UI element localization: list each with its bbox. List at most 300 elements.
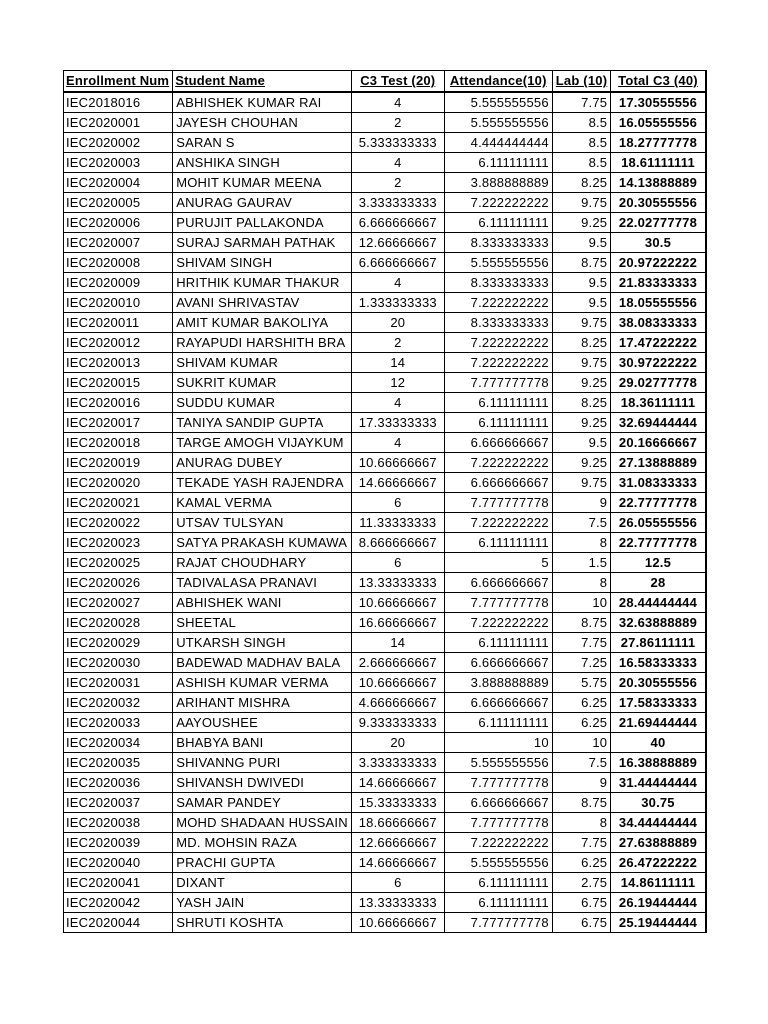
lab-cell[interactable]: 7.5 xyxy=(552,752,610,772)
attendance-cell[interactable]: 6.111111111 xyxy=(444,632,552,652)
table-row xyxy=(64,412,706,432)
total-c3-cell[interactable]: 20.97222222 xyxy=(611,252,706,272)
c3-test-cell[interactable]: 14.66666667 xyxy=(351,852,444,872)
attendance-cell[interactable]: 5.555555556 xyxy=(444,92,552,113)
total-c3-cell[interactable]: 27.13888889 xyxy=(611,452,706,472)
table-row xyxy=(64,252,706,272)
lab-cell[interactable]: 8.5 xyxy=(552,112,610,132)
enrollment-cell[interactable]: IEC2020003 xyxy=(64,152,173,172)
lab-cell[interactable]: 8.5 xyxy=(552,132,610,152)
enrollment-cell[interactable]: IEC2020026 xyxy=(64,572,173,592)
total-c3-cell[interactable]: 32.63888889 xyxy=(611,612,706,632)
table-row xyxy=(64,452,706,472)
student-name-cell[interactable]: HRITHIK KUMAR THAKUR xyxy=(173,272,352,292)
attendance-cell[interactable]: 6.666666667 xyxy=(444,472,552,492)
student-name-cell[interactable]: RAYAPUDI HARSHITH BRA xyxy=(173,332,352,352)
c3-test-cell[interactable]: 2 xyxy=(351,332,444,352)
attendance-cell[interactable]: 5.555555556 xyxy=(444,112,552,132)
attendance-cell[interactable]: 6.111111111 xyxy=(444,212,552,232)
total-c3-cell[interactable]: 14.13888889 xyxy=(611,172,706,192)
attendance-cell[interactable]: 8.333333333 xyxy=(444,232,552,252)
lab-cell[interactable]: 8 xyxy=(552,532,610,552)
table-row xyxy=(64,732,706,752)
total-c3-cell[interactable]: 12.5 xyxy=(611,552,706,572)
enrollment-cell[interactable]: IEC2020033 xyxy=(64,712,173,732)
lab-cell[interactable]: 7.25 xyxy=(552,652,610,672)
c3-test-cell[interactable]: 8.666666667 xyxy=(351,532,444,552)
c3-test-cell[interactable]: 4 xyxy=(351,432,444,452)
table-row xyxy=(64,272,706,292)
c3-test-cell[interactable]: 14.66666667 xyxy=(351,772,444,792)
total-c3-cell[interactable]: 25.19444444 xyxy=(611,912,706,932)
student-name-cell[interactable]: SHIVAM KUMAR xyxy=(173,352,352,372)
enrollment-cell[interactable]: IEC2020041 xyxy=(64,872,173,892)
total-c3-cell[interactable]: 22.77777778 xyxy=(611,492,706,512)
c3-test-cell[interactable]: 17.33333333 xyxy=(351,412,444,432)
attendance-cell[interactable]: 7.222222222 xyxy=(444,332,552,352)
student-name-cell[interactable]: ANSHIKA SINGH xyxy=(173,152,352,172)
enrollment-cell[interactable]: IEC2020022 xyxy=(64,512,173,532)
header-enrollment[interactable]: Enrollment Num xyxy=(64,71,173,92)
lab-cell[interactable]: 8.25 xyxy=(552,392,610,412)
total-c3-cell[interactable]: 20.30555556 xyxy=(611,672,706,692)
c3-test-cell[interactable]: 6 xyxy=(351,872,444,892)
attendance-cell[interactable]: 5.555555556 xyxy=(444,752,552,772)
c3-test-cell[interactable]: 6 xyxy=(351,492,444,512)
table-row xyxy=(64,572,706,592)
c3-test-cell[interactable]: 10.66666667 xyxy=(351,912,444,932)
lab-cell[interactable]: 8.75 xyxy=(552,252,610,272)
c3-test-cell[interactable]: 6 xyxy=(351,552,444,572)
table-row xyxy=(64,492,706,512)
c3-test-cell[interactable]: 10.66666667 xyxy=(351,452,444,472)
attendance-cell[interactable]: 7.777777778 xyxy=(444,772,552,792)
student-name-cell[interactable]: SATYA PRAKASH KUMAWA xyxy=(173,532,352,552)
lab-cell[interactable]: 1.5 xyxy=(552,552,610,572)
enrollment-cell[interactable]: IEC2020006 xyxy=(64,212,173,232)
table-row xyxy=(64,432,706,452)
enrollment-cell[interactable]: IEC2020025 xyxy=(64,552,173,572)
total-c3-cell[interactable]: 28.44444444 xyxy=(611,592,706,612)
c3-test-cell[interactable]: 14 xyxy=(351,632,444,652)
lab-cell[interactable]: 9.25 xyxy=(552,212,610,232)
table-row xyxy=(64,392,706,412)
table-row xyxy=(64,552,706,572)
c3-test-cell[interactable]: 14.66666667 xyxy=(351,472,444,492)
attendance-cell[interactable]: 6.111111111 xyxy=(444,152,552,172)
attendance-cell[interactable]: 5 xyxy=(444,552,552,572)
total-c3-cell[interactable]: 17.58333333 xyxy=(611,692,706,712)
table-row xyxy=(64,612,706,632)
table-row xyxy=(64,752,706,772)
table-row xyxy=(64,232,706,252)
total-c3-cell[interactable]: 18.36111111 xyxy=(611,392,706,412)
marks-table xyxy=(63,70,707,933)
student-name-cell[interactable]: SARAN S xyxy=(173,132,352,152)
lab-cell[interactable]: 9.5 xyxy=(552,432,610,452)
c3-test-cell[interactable]: 14 xyxy=(351,352,444,372)
student-name-cell[interactable]: AAYOUSHEE xyxy=(173,712,352,732)
student-name-cell[interactable]: TANIYA SANDIP GUPTA xyxy=(173,412,352,432)
lab-cell[interactable]: 7.5 xyxy=(552,512,610,532)
attendance-cell[interactable]: 6.666666667 xyxy=(444,432,552,452)
total-c3-cell[interactable]: 20.16666667 xyxy=(611,432,706,452)
enrollment-cell[interactable]: IEC2020030 xyxy=(64,652,173,672)
total-c3-cell[interactable]: 32.69444444 xyxy=(611,412,706,432)
attendance-cell[interactable]: 6.666666667 xyxy=(444,792,552,812)
total-c3-cell[interactable]: 22.77777778 xyxy=(611,532,706,552)
attendance-cell[interactable]: 7.222222222 xyxy=(444,352,552,372)
attendance-cell[interactable]: 6.111111111 xyxy=(444,392,552,412)
header-c3-test[interactable]: C3 Test (20) xyxy=(351,71,444,92)
enrollment-cell[interactable]: IEC2020027 xyxy=(64,592,173,612)
attendance-cell[interactable]: 3.888888889 xyxy=(444,672,552,692)
student-name-cell[interactable]: ABHISHEK KUMAR RAI xyxy=(173,92,352,113)
student-name-cell[interactable]: AMIT KUMAR BAKOLIYA xyxy=(173,312,352,332)
total-c3-cell[interactable]: 26.47222222 xyxy=(611,852,706,872)
total-c3-cell[interactable]: 16.38888889 xyxy=(611,752,706,772)
lab-cell[interactable]: 9.25 xyxy=(552,452,610,472)
enrollment-cell[interactable]: IEC2020012 xyxy=(64,332,173,352)
attendance-cell[interactable]: 3.888888889 xyxy=(444,172,552,192)
table-row xyxy=(64,512,706,532)
attendance-cell[interactable]: 7.222222222 xyxy=(444,612,552,632)
c3-test-cell[interactable]: 2 xyxy=(351,112,444,132)
enrollment-cell[interactable]: IEC2020017 xyxy=(64,412,173,432)
lab-cell[interactable]: 9.5 xyxy=(552,272,610,292)
c3-test-cell[interactable]: 10.66666667 xyxy=(351,592,444,612)
attendance-cell[interactable]: 7.777777778 xyxy=(444,592,552,612)
c3-test-cell[interactable]: 3.333333333 xyxy=(351,752,444,772)
attendance-cell[interactable]: 7.777777778 xyxy=(444,912,552,932)
student-name-cell[interactable]: SHIVANNG PURI xyxy=(173,752,352,772)
enrollment-cell[interactable]: IEC2018016 xyxy=(64,92,173,113)
lab-cell[interactable]: 10 xyxy=(552,592,610,612)
c3-test-cell[interactable]: 9.333333333 xyxy=(351,712,444,732)
total-c3-cell[interactable]: 18.27777778 xyxy=(611,132,706,152)
lab-cell[interactable]: 6.25 xyxy=(552,692,610,712)
attendance-cell[interactable]: 6.111111111 xyxy=(444,892,552,912)
table-row xyxy=(64,112,706,132)
c3-test-cell[interactable]: 15.33333333 xyxy=(351,792,444,812)
header-student-name[interactable]: Student Name xyxy=(173,71,352,92)
total-c3-cell[interactable]: 29.02777778 xyxy=(611,372,706,392)
table-row xyxy=(64,712,706,732)
enrollment-cell[interactable]: IEC2020015 xyxy=(64,372,173,392)
student-name-cell[interactable]: BHABYA BANI xyxy=(173,732,352,752)
attendance-cell[interactable]: 7.222222222 xyxy=(444,192,552,212)
student-name-cell[interactable]: MD. MOHSIN RAZA xyxy=(173,832,352,852)
total-c3-cell[interactable]: 21.83333333 xyxy=(611,272,706,292)
student-name-cell[interactable]: KAMAL VERMA xyxy=(173,492,352,512)
enrollment-cell[interactable]: IEC2020008 xyxy=(64,252,173,272)
attendance-cell[interactable]: 6.666666667 xyxy=(444,652,552,672)
c3-test-cell[interactable]: 6.666666667 xyxy=(351,252,444,272)
attendance-cell[interactable]: 8.333333333 xyxy=(444,272,552,292)
table-row xyxy=(64,812,706,832)
total-c3-cell[interactable]: 18.61111111 xyxy=(611,152,706,172)
c3-test-cell[interactable]: 1.333333333 xyxy=(351,292,444,312)
c3-test-cell[interactable]: 4 xyxy=(351,272,444,292)
enrollment-cell[interactable]: IEC2020044 xyxy=(64,912,173,932)
c3-test-cell[interactable]: 12.66666667 xyxy=(351,232,444,252)
lab-cell[interactable]: 9.75 xyxy=(552,352,610,372)
total-c3-cell[interactable]: 22.02777778 xyxy=(611,212,706,232)
student-name-cell[interactable]: SHIVANSH DWIVEDI xyxy=(173,772,352,792)
attendance-cell[interactable]: 8.333333333 xyxy=(444,312,552,332)
total-c3-cell[interactable]: 40 xyxy=(611,732,706,752)
c3-test-cell[interactable]: 12.66666667 xyxy=(351,832,444,852)
student-name-cell[interactable]: SHEETAL xyxy=(173,612,352,632)
enrollment-cell[interactable]: IEC2020028 xyxy=(64,612,173,632)
attendance-cell[interactable]: 7.777777778 xyxy=(444,812,552,832)
total-c3-cell[interactable]: 27.63888889 xyxy=(611,832,706,852)
student-name-cell[interactable]: SURAJ SARMAH PATHAK xyxy=(173,232,352,252)
lab-cell[interactable]: 9 xyxy=(552,492,610,512)
enrollment-cell[interactable]: IEC2020011 xyxy=(64,312,173,332)
lab-cell[interactable]: 6.25 xyxy=(552,712,610,732)
attendance-cell[interactable]: 6.111111111 xyxy=(444,712,552,732)
enrollment-cell[interactable]: IEC2020036 xyxy=(64,772,173,792)
c3-test-cell[interactable]: 12 xyxy=(351,372,444,392)
attendance-cell[interactable]: 6.111111111 xyxy=(444,532,552,552)
enrollment-cell[interactable]: IEC2020001 xyxy=(64,112,173,132)
student-name-cell[interactable]: MOHD SHADAAN HUSSAIN xyxy=(173,812,352,832)
enrollment-cell[interactable]: IEC2020009 xyxy=(64,272,173,292)
student-name-cell[interactable]: ANURAG DUBEY xyxy=(173,452,352,472)
enrollment-cell[interactable]: IEC2020039 xyxy=(64,832,173,852)
enrollment-cell[interactable]: IEC2020023 xyxy=(64,532,173,552)
attendance-cell[interactable]: 6.666666667 xyxy=(444,572,552,592)
c3-test-cell[interactable]: 20 xyxy=(351,312,444,332)
table-row xyxy=(64,852,706,872)
table-row xyxy=(64,132,706,152)
table-row xyxy=(64,292,706,312)
enrollment-cell[interactable]: IEC2020042 xyxy=(64,892,173,912)
table-row xyxy=(64,212,706,232)
total-c3-cell[interactable]: 30.5 xyxy=(611,232,706,252)
table-row xyxy=(64,352,706,372)
enrollment-cell[interactable]: IEC2020029 xyxy=(64,632,173,652)
lab-cell[interactable]: 9.25 xyxy=(552,412,610,432)
enrollment-cell[interactable]: IEC2020018 xyxy=(64,432,173,452)
student-name-cell[interactable]: TADIVALASA PRANAVI xyxy=(173,572,352,592)
header-total-c3[interactable]: Total C3 (40) xyxy=(611,71,706,92)
lab-cell[interactable]: 9.25 xyxy=(552,372,610,392)
enrollment-cell[interactable]: IEC2020035 xyxy=(64,752,173,772)
total-c3-cell[interactable]: 28 xyxy=(611,572,706,592)
c3-test-cell[interactable]: 4.666666667 xyxy=(351,692,444,712)
total-c3-cell[interactable]: 27.86111111 xyxy=(611,632,706,652)
lab-cell[interactable]: 8 xyxy=(552,572,610,592)
enrollment-cell[interactable]: IEC2020005 xyxy=(64,192,173,212)
lab-cell[interactable]: 6.75 xyxy=(552,892,610,912)
lab-cell[interactable]: 8.25 xyxy=(552,172,610,192)
total-c3-cell[interactable]: 20.30555556 xyxy=(611,192,706,212)
student-name-cell[interactable]: TARGE AMOGH VIJAYKUM xyxy=(173,432,352,452)
attendance-cell[interactable]: 7.222222222 xyxy=(444,292,552,312)
total-c3-cell[interactable]: 17.30555556 xyxy=(611,92,706,113)
attendance-cell[interactable]: 6.111111111 xyxy=(444,872,552,892)
c3-test-cell[interactable]: 10.66666667 xyxy=(351,672,444,692)
student-name-cell[interactable]: TEKADE YASH RAJENDRA xyxy=(173,472,352,492)
lab-cell[interactable]: 8 xyxy=(552,812,610,832)
total-c3-cell[interactable]: 31.08333333 xyxy=(611,472,706,492)
student-name-cell[interactable]: UTKARSH SINGH xyxy=(173,632,352,652)
enrollment-cell[interactable]: IEC2020021 xyxy=(64,492,173,512)
c3-test-cell[interactable]: 6.666666667 xyxy=(351,212,444,232)
student-name-cell[interactable]: RAJAT CHOUDHARY xyxy=(173,552,352,572)
lab-cell[interactable]: 9.5 xyxy=(552,232,610,252)
header-attendance[interactable]: Attendance(10) xyxy=(444,71,552,92)
student-name-cell[interactable]: AVANI SHRIVASTAV xyxy=(173,292,352,312)
student-name-cell[interactable]: JAYESH CHOUHAN xyxy=(173,112,352,132)
table-row xyxy=(64,472,706,492)
total-c3-cell[interactable]: 30.75 xyxy=(611,792,706,812)
table-row xyxy=(64,152,706,172)
attendance-cell[interactable]: 7.222222222 xyxy=(444,512,552,532)
lab-cell[interactable]: 9.75 xyxy=(552,472,610,492)
student-name-cell[interactable]: MOHIT KUMAR MEENA xyxy=(173,172,352,192)
student-name-cell[interactable]: UTSAV TULSYAN xyxy=(173,512,352,532)
student-name-cell[interactable]: ARIHANT MISHRA xyxy=(173,692,352,712)
c3-test-cell[interactable]: 16.66666667 xyxy=(351,612,444,632)
student-name-cell[interactable]: SHIVAM SINGH xyxy=(173,252,352,272)
total-c3-cell[interactable]: 14.86111111 xyxy=(611,872,706,892)
table-row xyxy=(64,372,706,392)
table-row xyxy=(64,532,706,552)
c3-test-cell[interactable]: 2 xyxy=(351,172,444,192)
enrollment-cell[interactable]: IEC2020038 xyxy=(64,812,173,832)
enrollment-cell[interactable]: IEC2020013 xyxy=(64,352,173,372)
enrollment-cell[interactable]: IEC2020004 xyxy=(64,172,173,192)
total-c3-cell[interactable]: 30.97222222 xyxy=(611,352,706,372)
total-c3-cell[interactable]: 26.19444444 xyxy=(611,892,706,912)
table-row xyxy=(64,772,706,792)
c3-test-cell[interactable]: 20 xyxy=(351,732,444,752)
c3-test-cell[interactable]: 4 xyxy=(351,92,444,113)
table-row xyxy=(64,172,706,192)
student-name-cell[interactable]: PRACHI GUPTA xyxy=(173,852,352,872)
student-name-cell[interactable]: YASH JAIN xyxy=(173,892,352,912)
c3-test-cell[interactable]: 4 xyxy=(351,152,444,172)
lab-cell[interactable]: 8.25 xyxy=(552,332,610,352)
total-c3-cell[interactable]: 38.08333333 xyxy=(611,312,706,332)
header-row xyxy=(64,71,706,92)
lab-cell[interactable]: 5.75 xyxy=(552,672,610,692)
attendance-cell[interactable]: 7.777777778 xyxy=(444,492,552,512)
c3-test-cell[interactable]: 4 xyxy=(351,392,444,412)
attendance-cell[interactable]: 7.777777778 xyxy=(444,372,552,392)
total-c3-cell[interactable]: 26.05555556 xyxy=(611,512,706,532)
attendance-cell[interactable]: 6.666666667 xyxy=(444,692,552,712)
table-row xyxy=(64,312,706,332)
lab-cell[interactable]: 8.5 xyxy=(552,152,610,172)
total-c3-cell[interactable]: 34.44444444 xyxy=(611,812,706,832)
c3-test-cell[interactable]: 5.333333333 xyxy=(351,132,444,152)
student-name-cell[interactable]: BADEWAD MADHAV BALA xyxy=(173,652,352,672)
lab-cell[interactable]: 8.75 xyxy=(552,792,610,812)
c3-test-cell[interactable]: 13.33333333 xyxy=(351,892,444,912)
enrollment-cell[interactable]: IEC2020032 xyxy=(64,692,173,712)
student-name-cell[interactable]: ANURAG GAURAV xyxy=(173,192,352,212)
lab-cell[interactable]: 8.75 xyxy=(552,612,610,632)
attendance-cell[interactable]: 6.111111111 xyxy=(444,412,552,432)
attendance-cell[interactable]: 7.222222222 xyxy=(444,452,552,472)
enrollment-cell[interactable]: IEC2020002 xyxy=(64,132,173,152)
lab-cell[interactable]: 7.75 xyxy=(552,632,610,652)
enrollment-cell[interactable]: IEC2020007 xyxy=(64,232,173,252)
c3-test-cell[interactable]: 13.33333333 xyxy=(351,572,444,592)
attendance-cell[interactable]: 5.555555556 xyxy=(444,852,552,872)
c3-test-cell[interactable]: 11.33333333 xyxy=(351,512,444,532)
header-lab[interactable]: Lab (10) xyxy=(552,71,610,92)
lab-cell[interactable]: 2.75 xyxy=(552,872,610,892)
table-row xyxy=(64,912,706,932)
table-row xyxy=(64,692,706,712)
student-name-cell[interactable]: SUKRIT KUMAR xyxy=(173,372,352,392)
lab-cell[interactable]: 9 xyxy=(552,772,610,792)
c3-test-cell[interactable]: 3.333333333 xyxy=(351,192,444,212)
c3-test-cell[interactable]: 2.666666667 xyxy=(351,652,444,672)
lab-cell[interactable]: 9.75 xyxy=(552,312,610,332)
student-name-cell[interactable]: SUDDU KUMAR xyxy=(173,392,352,412)
total-c3-cell[interactable]: 16.05555556 xyxy=(611,112,706,132)
table-row xyxy=(64,632,706,652)
enrollment-cell[interactable]: IEC2020019 xyxy=(64,452,173,472)
table-row xyxy=(64,92,706,113)
lab-cell[interactable]: 6.25 xyxy=(552,852,610,872)
table-row xyxy=(64,832,706,852)
total-c3-cell[interactable]: 16.58333333 xyxy=(611,652,706,672)
total-c3-cell[interactable]: 17.47222222 xyxy=(611,332,706,352)
table-row xyxy=(64,872,706,892)
attendance-cell[interactable]: 7.222222222 xyxy=(444,832,552,852)
attendance-cell[interactable]: 5.555555556 xyxy=(444,252,552,272)
enrollment-cell[interactable]: IEC2020020 xyxy=(64,472,173,492)
enrollment-cell[interactable]: IEC2020040 xyxy=(64,852,173,872)
table-body xyxy=(64,92,706,933)
enrollment-cell[interactable]: IEC2020010 xyxy=(64,292,173,312)
student-name-cell[interactable]: ABHISHEK WANI xyxy=(173,592,352,612)
table-row xyxy=(64,652,706,672)
attendance-cell[interactable]: 4.444444444 xyxy=(444,132,552,152)
table-row xyxy=(64,332,706,352)
total-c3-cell[interactable]: 18.05555556 xyxy=(611,292,706,312)
student-name-cell[interactable]: ASHISH KUMAR VERMA xyxy=(173,672,352,692)
attendance-cell[interactable]: 10 xyxy=(444,732,552,752)
student-name-cell[interactable]: DIXANT xyxy=(173,872,352,892)
student-name-cell[interactable]: SHRUTI KOSHTA xyxy=(173,912,352,932)
enrollment-cell[interactable]: IEC2020037 xyxy=(64,792,173,812)
lab-cell[interactable]: 6.75 xyxy=(552,912,610,932)
c3-test-cell[interactable]: 18.66666667 xyxy=(351,812,444,832)
total-c3-cell[interactable]: 21.69444444 xyxy=(611,712,706,732)
table-row xyxy=(64,592,706,612)
lab-cell[interactable]: 7.75 xyxy=(552,92,610,113)
lab-cell[interactable]: 9.75 xyxy=(552,192,610,212)
total-c3-cell[interactable]: 31.44444444 xyxy=(611,772,706,792)
lab-cell[interactable]: 7.75 xyxy=(552,832,610,852)
lab-cell[interactable]: 9.5 xyxy=(552,292,610,312)
enrollment-cell[interactable]: IEC2020016 xyxy=(64,392,173,412)
table-row xyxy=(64,672,706,692)
lab-cell[interactable]: 10 xyxy=(552,732,610,752)
student-name-cell[interactable]: PURUJIT PALLAKONDA xyxy=(173,212,352,232)
enrollment-cell[interactable]: IEC2020034 xyxy=(64,732,173,752)
enrollment-cell[interactable]: IEC2020031 xyxy=(64,672,173,692)
student-name-cell[interactable]: SAMAR PANDEY xyxy=(173,792,352,812)
